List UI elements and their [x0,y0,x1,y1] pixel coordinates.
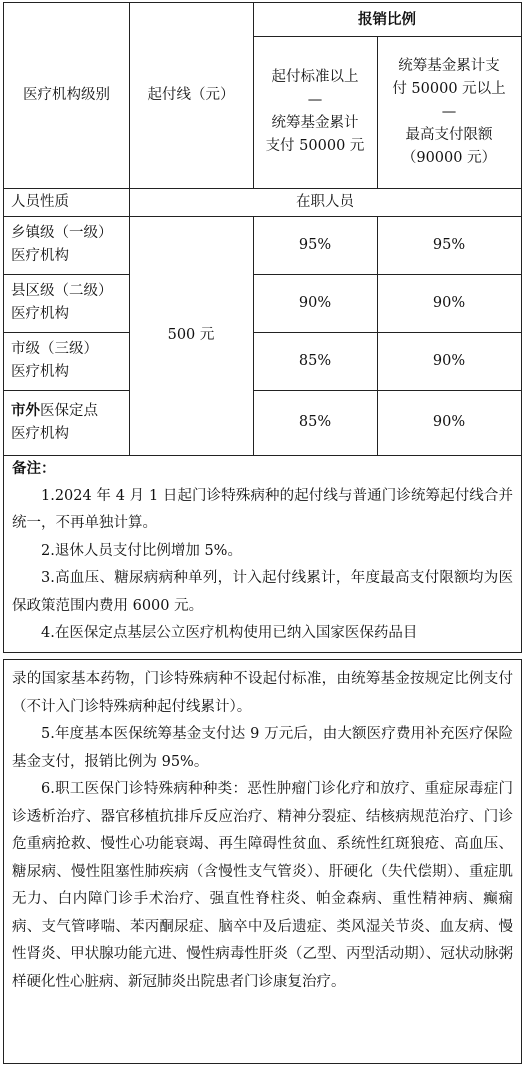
ratio-a-cell: 85% [298,352,332,369]
note-item: 5.年度基本医保统筹基金支付达 9 万元后，由大额医疗费用补充医疗保险基金支付，报销比例为 95%。 [12,726,513,770]
header-text: — [307,92,323,108]
personnel-value: 在职人员 [296,193,354,210]
header-institution-level: 医疗机构级别 [23,87,110,103]
ratio-b-cell: 90% [432,414,466,430]
row-name-bold: 市外 [11,402,40,419]
note-item: 2.退休人员支付比例增加 5%。 [41,542,242,559]
row-name: 市级（三级） [11,341,98,357]
deductible-value: 500 元 [167,327,215,343]
table-row-label [4,274,129,332]
note-item: 3.高血压、糖尿病病种单列，计入起付线累计，年度最高支付限额均为医保政策范围内费用 6000 元。 [12,570,513,614]
table-row-label [4,332,129,390]
personnel-label: 人员性质 [11,193,69,210]
header-text: 付 50000 元以上 [392,80,506,97]
notes-heading: 备注： [12,460,56,477]
ratio-a-cell: 90% [298,294,332,311]
row-name [11,399,98,423]
row-name: 医疗机构 [11,248,69,264]
row-name: 医疗机构 [11,364,69,380]
policy-table-page-2 [3,659,522,1064]
header-ratio-col-b [377,36,521,188]
header-text: （90000 元） [401,149,497,166]
row-name: 乡镇级（一级） [11,225,113,241]
row-name-rest: 医保定点 [40,403,98,419]
header-reimbursement-ratio: 报销比例 [358,11,416,28]
notes-continued [12,666,513,996]
row-name: 医疗机构 [11,306,69,322]
note-item: 6.职工医保门诊特殊病种种类：恶性肿瘤门诊化疗和放疗、重症尿毒症门诊透析治疗、器官移植抗排斥反应治疗、精神分裂症、结核病规范治疗、门诊危重病抢救、慢性心功能衰竭、再生障碍性贫血、系统性红斑狼疮、高血压、糖尿病、慢性阻塞性肺疾病（含慢性支气管炎）、肝硬化（失代偿期）、重症肌无力、白内障门诊手术治疗、强直性脊柱炎、帕金森病、重性精神病、癫痫病、支气管哮喘、苯丙酮尿症、脑卒中及后遗症、类风湿关节炎、血友病、慢性肾炎、甲状腺功能亢进、慢性病毒性肝炎（乙型、丙型活动期）、冠状动脉粥样硬化性心脏病、新冠肺炎出院患者门诊康复治疗。 [12,781,513,990]
row-name: 医疗机构 [11,426,69,442]
policy-table-page-1 [3,2,522,653]
header-text: 支付 50000 元 [265,138,365,154]
ratio-a-cell: 85% [298,414,332,430]
notes-section [12,455,513,648]
header-text: 最高支付限额 [405,126,493,143]
note-item: 1.2024 年 4 月 1 日起门诊特殊病种的起付线与普通门诊统筹起付线合并统一，不再单独计算。 [12,487,513,531]
ratio-b-cell: 90% [432,294,466,311]
table-row-label [4,216,129,274]
ratio-a-cell: 95% [298,236,332,253]
note-item: 4.在医保定点基层公立医疗机构使用已纳入国家医保药品目 [41,625,418,641]
header-ratio-col-a [253,36,377,188]
ratio-b-cell: 90% [432,352,466,369]
row-name: 县区级（二级） [11,283,113,299]
header-text: — [441,103,457,120]
header-deductible: 起付线（元） [147,87,235,103]
header-text: 统筹基金累计 [271,115,359,131]
ratio-b-cell: 95% [432,236,466,253]
header-text: 统筹基金累计支 [398,57,500,74]
note-item: 录的国家基本药物，门诊特殊病种不设起付标准，由统筹基金按规定比例支付（不计入门诊特殊病种起付线累计）。 [12,671,513,715]
table-row-label [4,390,129,455]
header-text: 起付标准以上 [271,69,359,85]
